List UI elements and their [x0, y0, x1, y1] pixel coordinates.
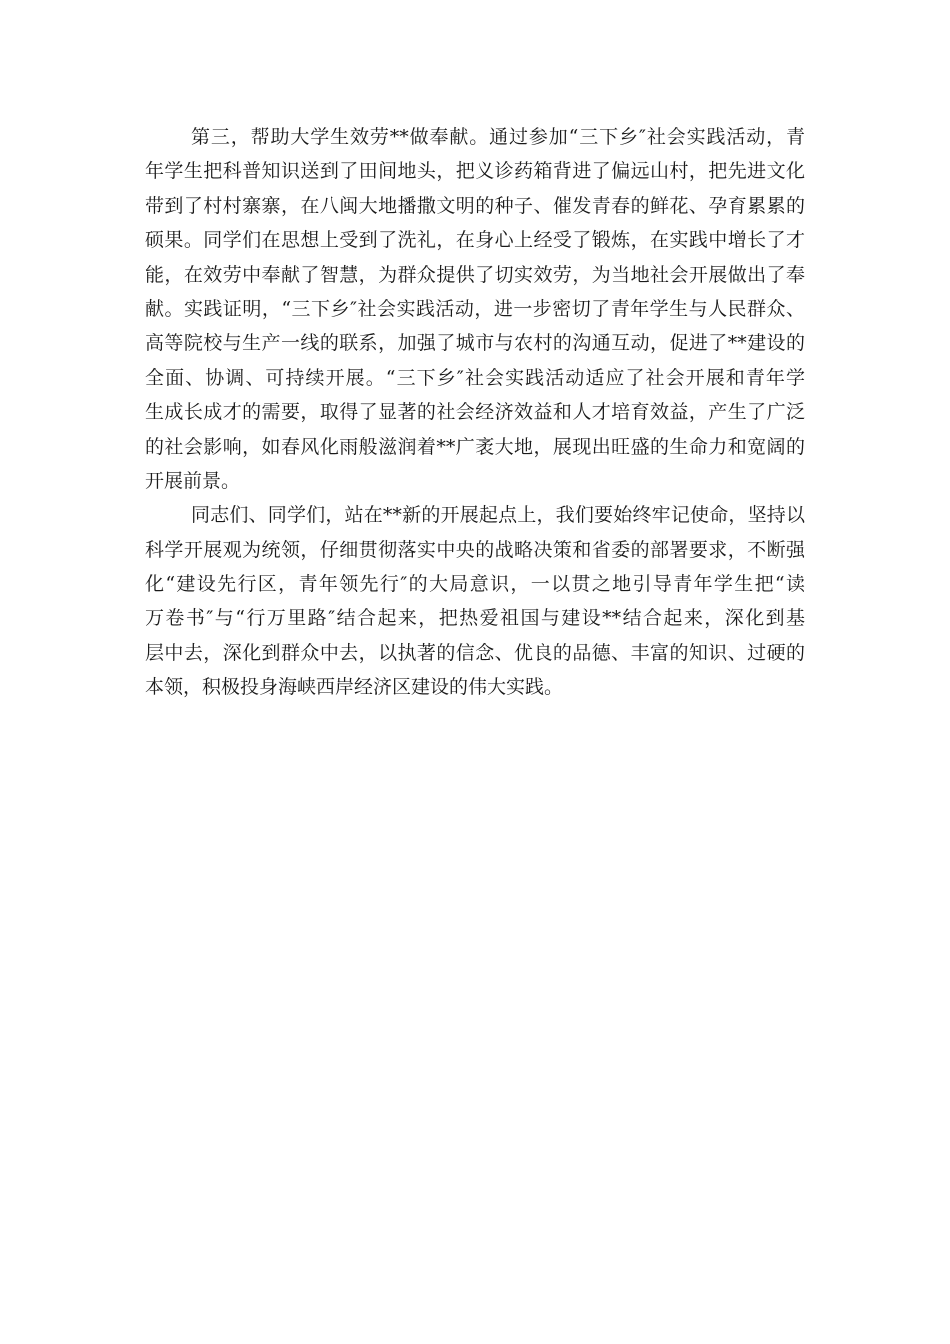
- text-line: 硕果。同学们在思想上受到了洗礼，在身心上经受了锻炼，在实践中增长了才: [145, 229, 805, 252]
- text-line: 献。实践证明，“三下乡″社会实践活动，进一步密切了青年学生与人民群众、: [145, 297, 805, 320]
- text-line: 全面、协调、可持续开展。“三下乡″社会实践活动适应了社会开展和青年学: [145, 366, 805, 389]
- text-line: 科学开展观为统领，仔细贯彻落实中央的战略决策和省委的部署要求，不断强: [145, 538, 805, 561]
- text-line: 同志们、同学们，站在**新的开展起点上，我们要始终牢记使命，坚持以: [191, 504, 805, 527]
- text-line: 开展前景。: [145, 469, 241, 492]
- text-line: 化“建设先行区，青年领先行″的大局意识，一以贯之地引导青年学生把“读: [145, 573, 805, 596]
- text-line: 生成长成才的需要，取得了显著的社会经济效益和人才培育效益，产生了广泛: [145, 401, 805, 424]
- paragraph-1: [145, 120, 805, 498]
- text-line: 年学生把科普知识送到了田间地头，把义诊药箱背进了偏远山村，把先进文化: [145, 160, 805, 183]
- paragraph-2: [145, 498, 805, 704]
- text-line: 带到了村村寨寨，在八闽大地播撒文明的种子、催发青春的鲜花、孕育累累的: [145, 194, 805, 217]
- text-line: 本领，积极投身海峡西岸经济区建设的伟大实践。: [145, 676, 564, 699]
- text-line: 万卷书″与“行万里路″结合起来，把热爱祖国与建设**结合起来，深化到基: [145, 607, 805, 630]
- text-line: 的社会影响，如春风化雨般滋润着**广袤大地，展现出旺盛的生命力和宽阔的: [145, 435, 805, 458]
- text-line: 能，在效劳中奉献了智慧，为群众提供了切实效劳，为当地社会开展做出了奉: [145, 263, 805, 286]
- text-line: 第三，帮助大学生效劳**做奉献。通过参加“三下乡″社会实践活动，青: [191, 126, 805, 148]
- text-line: 高等院校与生产一线的联系，加强了城市与农村的沟通互动，促进了**建设的: [145, 332, 805, 355]
- text-line: 层中去，深化到群众中去，以执著的信念、优良的品德、丰富的知识、过硬的: [145, 641, 805, 664]
- document-body: [145, 120, 805, 705]
